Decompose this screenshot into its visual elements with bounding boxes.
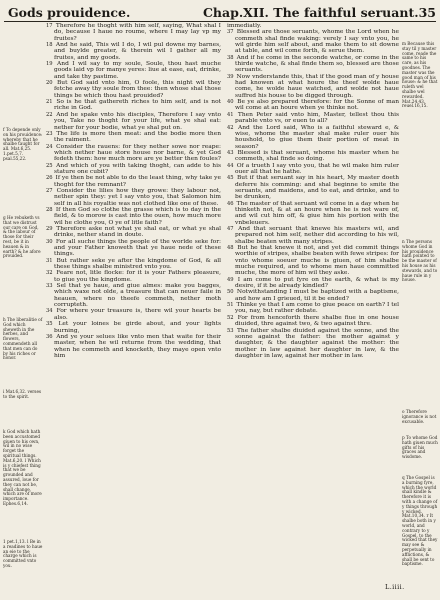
verse (227, 74, 399, 99)
margin-note: p To whome God hath giuen much gifts of his graces and wisdome. (402, 435, 438, 460)
verse-number: 20 (46, 80, 53, 87)
verse-text: Sel that ye haue, and giue almes: make you bagges, which waxe not olde, a treasure that can neuer faile in heauen, where no theefe commeth, nether moth corrupteth. (54, 283, 221, 309)
verse (227, 99, 399, 112)
verse (46, 80, 221, 99)
verse-number: 23 (46, 130, 53, 137)
verse-number: 40 (227, 99, 234, 106)
verse (46, 23, 221, 42)
margin-note: m Because this stay til y master come, reade the same to his care, as his goodnes. The master was the good man of his house: & he that ruleth wel shalbe wel rewarded. Mat.24,43. reuel.16,15. (402, 41, 438, 109)
verse-number: 39 (227, 73, 234, 80)
verse-text: The life is more then meat: and the bodie more then the raiment. (54, 130, 221, 144)
verse-text: If ye then be not able to do the least thing, why take ye thoght for the remnant? (54, 175, 221, 188)
verse-number: 38 (227, 54, 234, 61)
verse-number: 28 (46, 206, 53, 213)
page-header (8, 5, 436, 21)
verse (227, 163, 399, 176)
margin-note: q The Gospel is a burning fyre, which the world shall kindle & therefore it is with a change of y things through y wicked. Mat.10,34. r It shalbe both in y world, and contrary to y Gospel, to the wicked that they may see & perpetually in afflictions, & shall be sent to baptisme. (402, 475, 438, 567)
verse-text: Now vnderstande this, that if the good man of y house had knowen at what houre the theef wolde haue come, he wolde haue watched, and wolde not haue suffred his house to be digged through. (235, 73, 400, 99)
verse-number: 46 (227, 200, 234, 207)
verse-text: Let your loines be girde about, and your lights burning, (54, 321, 221, 334)
verse-number: 33 (46, 283, 53, 290)
verse-text: Feare not, litle flocke: for it is your Fathers pleasure, to giue you the kingdome. (54, 270, 221, 283)
verse-number: 26 (46, 175, 53, 182)
verse (46, 42, 221, 61)
running-title-right (203, 5, 436, 20)
verse-number: 17 (46, 23, 53, 29)
verse-number: 36 (46, 333, 53, 340)
verse-number: 41 (227, 111, 234, 118)
verse-text: Of a trueth I say vnto you, that he wil make him ruler ouer all that he hathe. (235, 162, 399, 175)
margin-note: i Mat.6,32. verses to the spirit. (3, 389, 42, 399)
margin-note: n The persons whome God in his prouidence hath pointed to be the master of his house as his stewards, and to haue rule in y house. (402, 239, 438, 283)
verse (46, 131, 221, 144)
verse-number: 48 (227, 245, 234, 252)
verse-number: 44 (227, 162, 234, 169)
verse-text: Be ye also prepared therefore: for the Sonne of man wil come at an houre when ye thinke not. (235, 99, 399, 112)
verse-text: If then God so clothe the grasse which is to day in the field, & to morow is cast into the ouen, how much more wil he clothe you, O ye of litle faith? (54, 206, 221, 226)
verse-text: Therefore aske not what ye shal eat, or what ye shal drinke, nether stand in doute. (54, 226, 221, 239)
verse-text: So is he that gathereth riches to him self, and is not riche in God. (54, 99, 221, 112)
verse-text: And he spake vnto his disciples, Therefore I say vnto you, Take no thoght for your life, what ye shal eat: nether for your bodie, what ye shal put on. (54, 111, 221, 131)
margin-note: k God which hath been accustomed giuen to his own, wil in no wise forget the spiritual things. Mat.6,20. l Which is y chiefest thing that we be grounded and assured, loue for they can not be, shall change, which are of more importance. Ephes.6,14. (3, 429, 42, 506)
verse-number: 47 (227, 226, 234, 232)
signature-mark: L.iiii. (385, 583, 405, 591)
verse (46, 283, 221, 308)
verse (46, 112, 221, 131)
verse (227, 112, 399, 125)
verse (227, 277, 399, 290)
verse-text: But God said vnto him, O foole, this night wil they fetche away thy soule from thee: then whose shal those things be which thou hast prouided? (54, 80, 222, 99)
verse (227, 315, 399, 328)
verse-number: 51 (227, 302, 234, 309)
verse-number: 49 (227, 276, 234, 283)
chapter-title: Chap.XII. The faithful seruant. (202, 5, 419, 20)
verse (46, 270, 221, 283)
verse-number: 22 (46, 111, 53, 118)
running-title-left: Gods prouidence. (8, 5, 131, 20)
verse-text: The father shalbe diuided against the sonne, and the sonne against the father: the mother against y daughter, & the daughter against the mother: the mother in law against her daughter in law, & the daughter in law, against her mother in law. (235, 327, 399, 359)
verse-text: Blessed are those seruants, whome the Lord when he commeth shal finde waking: verely I say vnto you, he wil girde him self about, and make them to sit downe at table, and wil come forth, & serue them. (235, 29, 399, 55)
verse (46, 99, 221, 112)
verse-text: immediatly. (227, 23, 262, 29)
verse-number: 52 (227, 314, 234, 321)
verse-text: For from henceforth there shalbe fiue in one house diuided, thre against two, & two against thre. (235, 314, 399, 328)
right-text-column (227, 23, 399, 359)
verse-text: For where your treasure is, there wil your hearts be also. (54, 308, 221, 321)
verse (227, 150, 399, 163)
verse (46, 175, 221, 188)
verse-number: 34 (46, 308, 53, 315)
verse (227, 328, 399, 360)
verse-text: And the Lord said, Who is a faithful steward e, & wise, whome the master shal make ruler ouer his houshold, to giue them their portion of meat in season? (235, 124, 400, 150)
margin-note: o Therefore ignorance is not excusable. (402, 409, 437, 424)
verse-text: And I wil say to my soule, Soule, thou hast muche goods laid vp for manye yeres: liue at ease, eat, drinke, and take thy pastime. (54, 61, 221, 80)
verse (227, 29, 399, 54)
verse (46, 258, 221, 271)
verse-text: Thinke ye that I am come to giue peace on earth? I tel you, nay, but rather debate. (235, 302, 400, 315)
verse-number: 42 (227, 124, 234, 131)
verse (46, 188, 221, 207)
verse-number: 43 (227, 149, 234, 156)
verse (46, 321, 221, 334)
verse-number: 45 (227, 175, 234, 182)
verse-number: 31 (46, 257, 53, 264)
page-number: 35 (418, 5, 436, 20)
verse-text: Therefore he thoght with him self, saying, What shal I do, because I haue no roume, where I may lay vp my fruites? (54, 23, 221, 42)
verse-number: 35 (46, 321, 53, 328)
verse-text: Then Peter said vnto him, Master, tellest thou this parable vnto vs, or euen to all? (235, 111, 399, 125)
verse (227, 55, 399, 74)
verse-number: 21 (46, 99, 53, 106)
verse-text: And he said, This wil I do, I wil pul downe my barnes, and buylde greater, & therein wil I gather all my fruites, and my goods. (54, 42, 221, 61)
verse-text: But if that seruant say in his heart, My master doeth deferre his comming: and shal beginne to smite the seruants, and maidens, and to eat, and drinke, and to be drunken, (235, 175, 399, 201)
verse (46, 163, 221, 176)
margin-note: g He rebuketh vs that we distrust our care on God, & the labour of those for their rest, be it in heauen & in earth? & he afore prouided. (3, 215, 41, 259)
verse (227, 226, 399, 245)
verse-number: 32 (46, 270, 53, 277)
verse-text: I am come to put fyre on the earth, & what is my desire, if it be already kindled? (235, 276, 399, 290)
verse (227, 125, 399, 150)
verse (46, 239, 221, 258)
verse-text: And if he come in the seconde watche, or come in the thirde watche, & shal finde them so, blessed are those seruants. (235, 54, 400, 74)
verse-text: And ye your selues like vnto men that waite for their master, when he wil returne from the wedding, that when he commeth and knocketh, they maye open vnto him (54, 333, 222, 359)
verse (46, 207, 221, 226)
verse (227, 201, 399, 226)
verse (46, 144, 221, 163)
margin-note: 1 pet.1,13. l Be in a readines to haue an eie to the charge which is committed vnto you. (3, 539, 43, 568)
verse (227, 302, 399, 315)
margin-note: h The liberalitie of God which sheweth in the herbes, and flowers, commendeth all that men can do by his riches or honor. (3, 317, 43, 361)
verse-text: Consider the lilies how they growe: they labour not, nether spin they: yet I say vnto you, that Salomon him self in all his royaltie was not clothed like one of these. (54, 187, 221, 207)
verse-number: 50 (227, 289, 234, 296)
verse-text: And that seruant that knewe his masters wil, and prepared not him self, nether did according to his wil, shalbe beaten with many stripes. (235, 226, 399, 245)
verse-text: The master of that seruant wil come in a day when he thinketh not, & at an houre when he is not ware of, and wil cut him off, & giue him his portion with the vnbeleuers. (235, 200, 400, 226)
verse-number: 53 (227, 327, 234, 334)
verse-text: Blessed is that seruant, whome his master when he commeth, shal finde so doing. (235, 149, 399, 163)
verse-number: 19 (46, 61, 53, 68)
header-rule (4, 21, 436, 22)
verse-number: 18 (46, 42, 53, 49)
verse-number: 29 (46, 226, 53, 232)
verse-number: 30 (46, 238, 53, 245)
verse-number: 25 (46, 162, 53, 169)
verse (227, 289, 399, 302)
verse-text: For all suche things the people of the worlde seke for: and your Father knoweth that ye haue nede of these things. (54, 238, 221, 258)
left-text-column (46, 23, 221, 359)
margin-note: f To depende only on his prouidence: whereby that he shalbe taught for all. Mat.6,25. 1.pet.5,7. psal.55,22. (3, 127, 43, 161)
verse (227, 245, 399, 277)
verse (46, 226, 221, 239)
verse-text: But he that knewe it not, and yet did commit things worthie of stripes, shalbe beaten with fewe stripes: for vnto whome soeuer muche is giuen, of him shalbe muche required, and to whome men haue committed muche, the more of him wil they aske. (235, 245, 400, 277)
verse-text: But rather seke ye after the kingdome of God, & all these things shalbe ministred vnto you. (54, 257, 222, 271)
verse (227, 175, 399, 200)
verse-number: 24 (46, 143, 53, 150)
verse-text: Notwithstanding I must be baptized with a baptisme, and how am I grieued, til it be ended? (235, 289, 399, 302)
verse-number: 37 (227, 29, 234, 36)
verse (46, 61, 221, 80)
verse-number: 27 (46, 187, 53, 194)
verse-text: And which of you with taking thoght, can adde to his stature one cubit? (54, 162, 221, 175)
verse-text: Consider the rauens: for they nether sowe nor reape: which nether haue store house nor barne, & yet God fedeth them: how much more are ye better then foules? (54, 143, 222, 163)
verse (46, 334, 221, 359)
verse (46, 308, 221, 321)
